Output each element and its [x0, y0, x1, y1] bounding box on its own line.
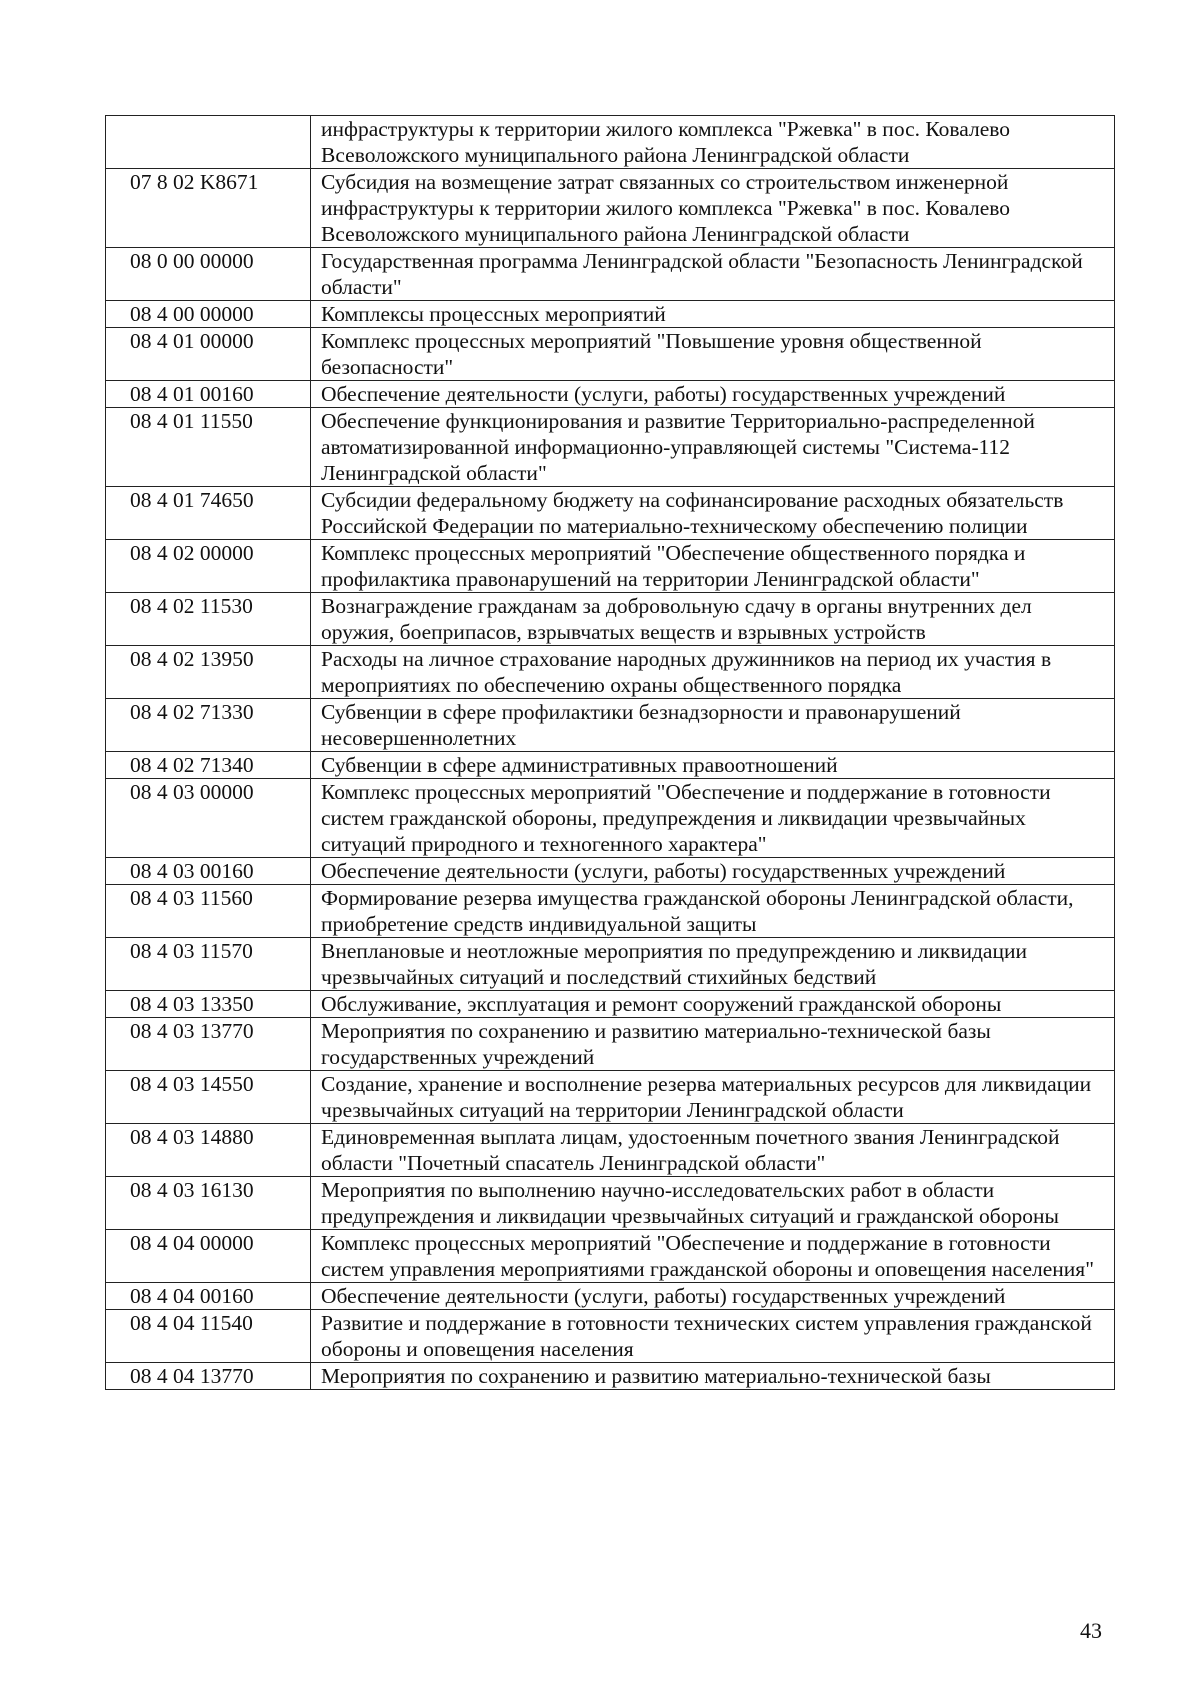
row-code: 08 4 00 00000: [106, 301, 311, 328]
row-code: [106, 116, 311, 169]
row-description: Мероприятия по сохранению и развитию материально-технической базы: [311, 1363, 1115, 1390]
row-code: 07 8 02 K8671: [106, 169, 311, 248]
row-description: Единовременная выплата лицам, удостоенным почетного звания Ленинградской области "Почетный спасатель Ленинградской области": [311, 1124, 1115, 1177]
table-row: [106, 301, 1115, 328]
row-description: инфраструктуры к территории жилого комплекса "Ржевка" в пос. Ковалево Всеволожского муниципального района Ленинградской области: [311, 116, 1115, 169]
table-row: [106, 116, 1115, 169]
table-row: [106, 1071, 1115, 1124]
table-row: [106, 1283, 1115, 1310]
row-code: 08 4 02 00000: [106, 540, 311, 593]
table-row: [106, 1018, 1115, 1071]
row-code: 08 4 03 00000: [106, 779, 311, 858]
row-description: Обеспечение деятельности (услуги, работы) государственных учреждений: [311, 381, 1115, 408]
row-description: Комплексы процессных мероприятий: [311, 301, 1115, 328]
row-code: 08 0 00 00000: [106, 248, 311, 301]
row-description: Расходы на личное страхование народных дружинников на период их участия в мероприятиях по обеспечению охраны общественного порядка: [311, 646, 1115, 699]
row-code: 08 4 03 13770: [106, 1018, 311, 1071]
row-description: Обслуживание, эксплуатация и ремонт сооружений гражданской обороны: [311, 991, 1115, 1018]
row-description: Обеспечение функционирования и развитие Территориально-распределенной автоматизированной информационно-управляющей системы "Система-112 Ленинградской области": [311, 408, 1115, 487]
row-description: Обеспечение деятельности (услуги, работы) государственных учреждений: [311, 858, 1115, 885]
row-code: 08 4 01 00160: [106, 381, 311, 408]
table-row: [106, 1230, 1115, 1283]
row-description: Комплекс процессных мероприятий "Обеспечение и поддержание в готовности систем гражданской обороны, предупреждения и ликвидации чрезвычайных ситуаций природного и техногенного характера": [311, 779, 1115, 858]
row-description: Создание, хранение и восполнение резерва материальных ресурсов для ликвидации чрезвычайных ситуаций на территории Ленинградской области: [311, 1071, 1115, 1124]
row-description: Формирование резерва имущества гражданской обороны Ленинградской области, приобретение средств индивидуальной защиты: [311, 885, 1115, 938]
row-code: 08 4 01 00000: [106, 328, 311, 381]
table-row: [106, 169, 1115, 248]
table-row: [106, 885, 1115, 938]
table-row: [106, 248, 1115, 301]
budget-code-table: [105, 115, 1115, 1390]
table-row: [106, 1363, 1115, 1390]
row-description: Комплекс процессных мероприятий "Повышение уровня общественной безопасности": [311, 328, 1115, 381]
row-code: 08 4 03 11560: [106, 885, 311, 938]
table-row: [106, 752, 1115, 779]
row-description: Субвенции в сфере профилактики безнадзорности и правонарушений несовершеннолетних: [311, 699, 1115, 752]
row-description: Развитие и поддержание в готовности технических систем управления гражданской обороны и оповещения населения: [311, 1310, 1115, 1363]
row-code: 08 4 02 13950: [106, 646, 311, 699]
row-code: 08 4 01 11550: [106, 408, 311, 487]
row-description: Мероприятия по сохранению и развитию материально-технической базы государственных учреждений: [311, 1018, 1115, 1071]
row-code: 08 4 02 71340: [106, 752, 311, 779]
row-description: Комплекс процессных мероприятий "Обеспечение и поддержание в готовности систем управления мероприятиями гражданской обороны и оповещения населения": [311, 1230, 1115, 1283]
table-row: [106, 991, 1115, 1018]
row-code: 08 4 01 74650: [106, 487, 311, 540]
row-code: 08 4 03 11570: [106, 938, 311, 991]
row-description: Субсидия на возмещение затрат связанных со строительством инженерной инфраструктуры к территории жилого комплекса "Ржевка" в пос. Ковалево Всеволожского муниципального района Ленинградской области: [311, 169, 1115, 248]
table-row: [106, 381, 1115, 408]
row-code: 08 4 03 14880: [106, 1124, 311, 1177]
table-row: [106, 487, 1115, 540]
row-code: 08 4 02 71330: [106, 699, 311, 752]
table-row: [106, 408, 1115, 487]
row-description: Государственная программа Ленинградской области "Безопасность Ленинградской области": [311, 248, 1115, 301]
row-code: 08 4 04 00000: [106, 1230, 311, 1283]
row-description: Обеспечение деятельности (услуги, работы) государственных учреждений: [311, 1283, 1115, 1310]
row-code: 08 4 02 11530: [106, 593, 311, 646]
table-row: [106, 858, 1115, 885]
table-row: [106, 1124, 1115, 1177]
row-code: 08 4 03 00160: [106, 858, 311, 885]
row-code: 08 4 03 16130: [106, 1177, 311, 1230]
table-row: [106, 779, 1115, 858]
table-row: [106, 646, 1115, 699]
row-code: 08 4 04 11540: [106, 1310, 311, 1363]
row-code: 08 4 03 14550: [106, 1071, 311, 1124]
row-code: 08 4 04 13770: [106, 1363, 311, 1390]
row-description: Вознаграждение гражданам за добровольную сдачу в органы внутренних дел оружия, боеприпасов, взрывчатых веществ и взрывных устройств: [311, 593, 1115, 646]
row-description: Мероприятия по выполнению научно-исследовательских работ в области предупреждения и ликвидации чрезвычайных ситуаций и гражданской обороны: [311, 1177, 1115, 1230]
table-row: [106, 699, 1115, 752]
row-description: Субсидии федеральному бюджету на софинансирование расходных обязательств Российской Федерации по материально-техническому обеспечению полиции: [311, 487, 1115, 540]
row-code: 08 4 04 00160: [106, 1283, 311, 1310]
table-body: [106, 116, 1115, 1390]
row-code: 08 4 03 13350: [106, 991, 311, 1018]
row-description: Комплекс процессных мероприятий "Обеспечение общественного порядка и профилактика правонарушений на территории Ленинградской области": [311, 540, 1115, 593]
table-row: [106, 1310, 1115, 1363]
table-row: [106, 938, 1115, 991]
row-description: Внеплановые и неотложные мероприятия по предупреждению и ликвидации чрезвычайных ситуаций и последствий стихийных бедствий: [311, 938, 1115, 991]
row-description: Субвенции в сфере административных правоотношений: [311, 752, 1115, 779]
table-row: [106, 1177, 1115, 1230]
page-number: 43: [1080, 1618, 1102, 1643]
table-row: [106, 540, 1115, 593]
table-row: [106, 328, 1115, 381]
table-row: [106, 593, 1115, 646]
